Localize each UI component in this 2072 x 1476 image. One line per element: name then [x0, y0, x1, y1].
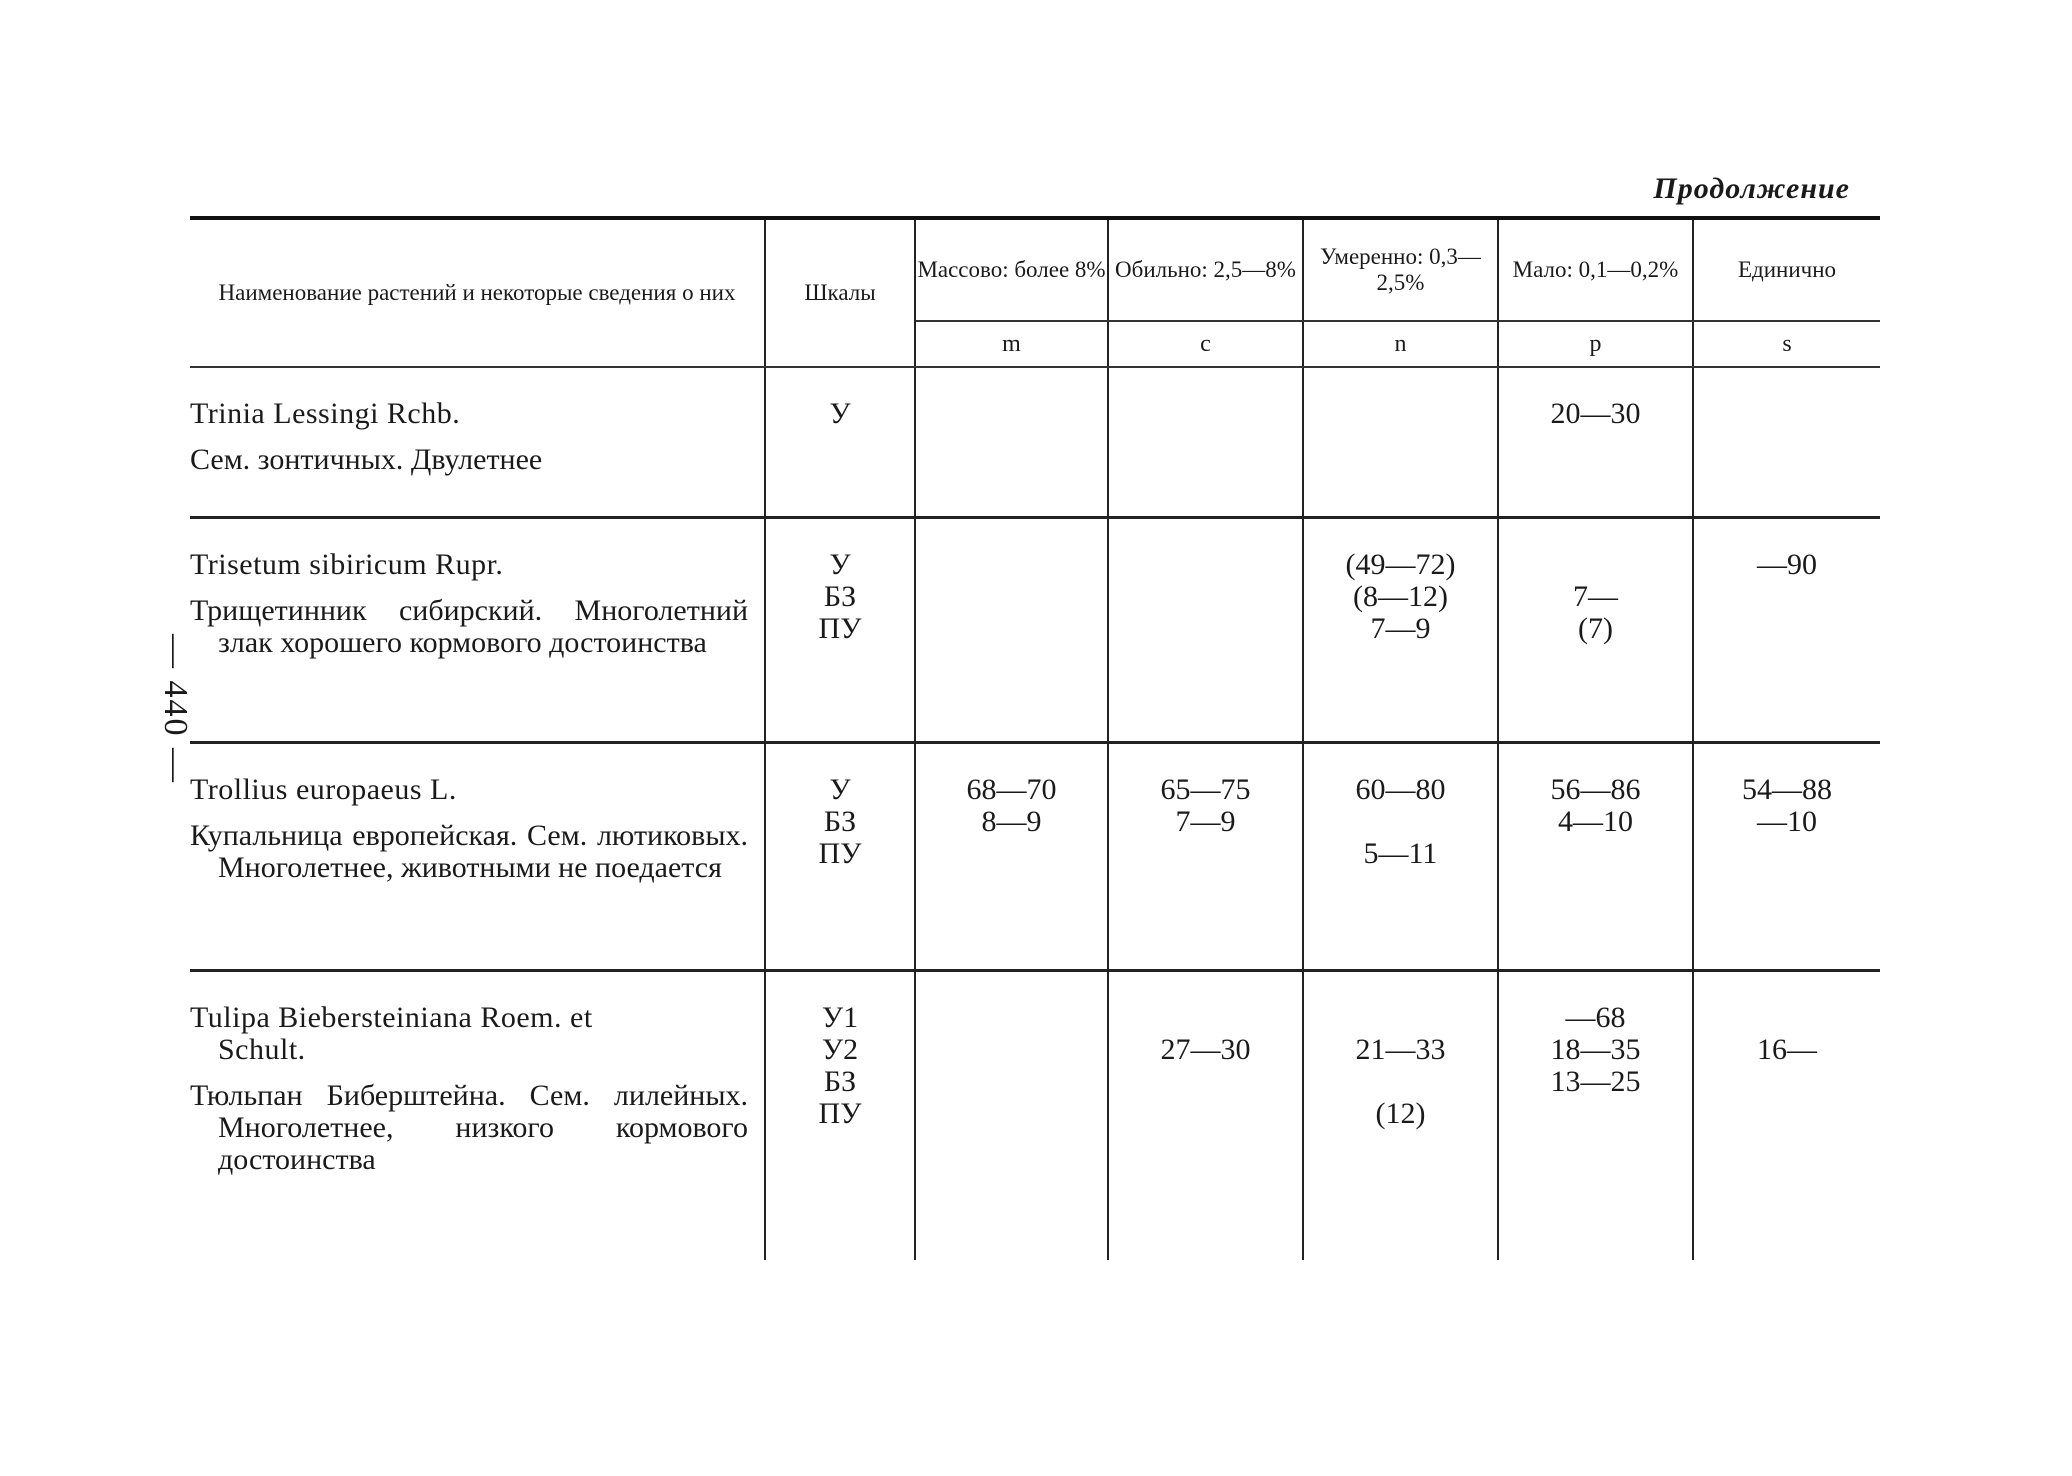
- value-cell-p: [1498, 742, 1693, 970]
- value-cell-s: [1693, 367, 1880, 517]
- plant-description: [190, 517, 765, 742]
- value: [1304, 1066, 1497, 1098]
- value-cell-p: [1498, 970, 1693, 1260]
- value: [1304, 806, 1497, 838]
- value-cell-c: [1108, 517, 1303, 742]
- value-cell-n: [1303, 517, 1498, 742]
- plants-table: [190, 216, 1880, 1260]
- plant-latin-name-line1: Tulipa Biebersteiniana Roem. et: [190, 1000, 593, 1034]
- value-cell-p: [1498, 517, 1693, 742]
- plant-description: [190, 970, 765, 1260]
- value: 60—80: [1355, 772, 1446, 806]
- plant-description: [190, 367, 765, 517]
- scales-cell: [765, 367, 915, 517]
- value-cell-p: [1498, 367, 1693, 517]
- header-letter-s: s: [1693, 321, 1880, 367]
- value-cell-n: [1303, 367, 1498, 517]
- value: —68: [1565, 1000, 1626, 1034]
- value: 13—25: [1550, 1064, 1641, 1098]
- table-row: [190, 742, 1880, 970]
- plant-latin-name-line2: Schult.: [218, 1032, 306, 1066]
- scale-label: БЗ: [823, 579, 857, 613]
- value: 4—10: [1558, 804, 1633, 838]
- value: [1304, 1002, 1497, 1034]
- value: 8—9: [981, 804, 1042, 838]
- value: 5—11: [1363, 836, 1438, 870]
- header-letter-c: c: [1108, 321, 1303, 367]
- header-letter-n: n: [1303, 321, 1498, 367]
- value-cell-n: [1303, 742, 1498, 970]
- scales-cell: [765, 742, 915, 970]
- value-cell-s: [1693, 970, 1880, 1260]
- value: 20—30: [1550, 397, 1641, 430]
- value: —10: [1757, 804, 1817, 838]
- scale-label: ПУ: [818, 611, 862, 645]
- value: 18—35: [1550, 1032, 1641, 1066]
- value: —90: [1757, 547, 1817, 581]
- value: [1109, 1002, 1302, 1034]
- header-letter-p: p: [1498, 321, 1693, 367]
- header-edinichno: Единично: [1693, 218, 1880, 321]
- value-cell-c: [1108, 970, 1303, 1260]
- plant-russian-info: Тюльпан Биберштейна. Сем. лилейных. Многолетнее, низкого кормового достоинства: [190, 1078, 748, 1176]
- value: 7—9: [1175, 804, 1236, 838]
- table-row: [190, 367, 1880, 517]
- value: 7—: [1573, 579, 1618, 613]
- value: 21—33: [1355, 1032, 1446, 1066]
- plant-latin-name: Trinia Lessingi Rchb.: [190, 397, 461, 430]
- scale-label: У: [829, 397, 851, 430]
- plant-description: [190, 742, 765, 970]
- header-scales-column: Шкалы: [765, 218, 915, 367]
- value-cell-m: [915, 367, 1108, 517]
- header-massovo: Массово: более 8%: [915, 218, 1108, 321]
- value: (7): [1578, 611, 1613, 645]
- value: [1694, 1002, 1880, 1034]
- scale-label: У1: [821, 1000, 859, 1034]
- header-name-column: Наименование растений и некоторые сведения о них: [190, 218, 765, 367]
- value-cell-m: [915, 517, 1108, 742]
- value: 27—30: [1160, 1032, 1251, 1066]
- plant-latin-name: Trisetum sibiricum Rupr.: [190, 547, 504, 581]
- value-cell-n: [1303, 970, 1498, 1260]
- value: 16—: [1757, 1032, 1817, 1066]
- scale-label: У2: [821, 1032, 859, 1066]
- table-row: [190, 517, 1880, 742]
- value: (12): [1375, 1096, 1426, 1130]
- plant-latin-name: Trollius europaeus L.: [190, 772, 457, 806]
- table-row: [190, 970, 1880, 1260]
- scale-label: ПУ: [818, 836, 862, 870]
- scales-cell: [765, 970, 915, 1260]
- header-obilno: Обильно: 2,5—8%: [1108, 218, 1303, 321]
- value-cell-c: [1108, 742, 1303, 970]
- plant-russian-info: Купальница европейская. Сем. лютиковых. Многолетнее, животными не поедается: [190, 818, 748, 884]
- value: 68—70: [966, 772, 1057, 806]
- scale-label: БЗ: [823, 1064, 857, 1098]
- scale-label: У: [829, 772, 851, 806]
- continuation-label: Продолжение: [1653, 172, 1850, 205]
- header-letter-m: m: [915, 321, 1108, 367]
- header-umerenno: Умеренно: 0,3—2,5%: [1303, 218, 1498, 321]
- plant-russian-info: Трищетинник сибирский. Многолетний злак хорошего кормового достоинства: [190, 593, 748, 659]
- scale-label: ПУ: [818, 1096, 862, 1130]
- value: 7—9: [1370, 611, 1431, 645]
- value: [1499, 549, 1692, 581]
- value-cell-s: [1693, 517, 1880, 742]
- value-cell-m: [915, 742, 1108, 970]
- plant-latin-name: [190, 1002, 748, 1066]
- value: 65—75: [1160, 772, 1251, 806]
- value-cell-c: [1108, 367, 1303, 517]
- scale-label: БЗ: [823, 804, 857, 838]
- scales-cell: [765, 517, 915, 742]
- plant-russian-info: Сем. зонтичных. Двулетнее: [190, 443, 543, 476]
- scale-label: У: [829, 547, 851, 581]
- value-cell-s: [1693, 742, 1880, 970]
- value: (8—12): [1353, 579, 1448, 613]
- value: 56—86: [1550, 772, 1641, 806]
- value: 54—88: [1742, 772, 1832, 806]
- page-number: — 440 —: [157, 634, 194, 784]
- value: (49—72): [1345, 547, 1456, 581]
- value-cell-m: [915, 970, 1108, 1260]
- header-malo: Мало: 0,1—0,2%: [1498, 218, 1693, 321]
